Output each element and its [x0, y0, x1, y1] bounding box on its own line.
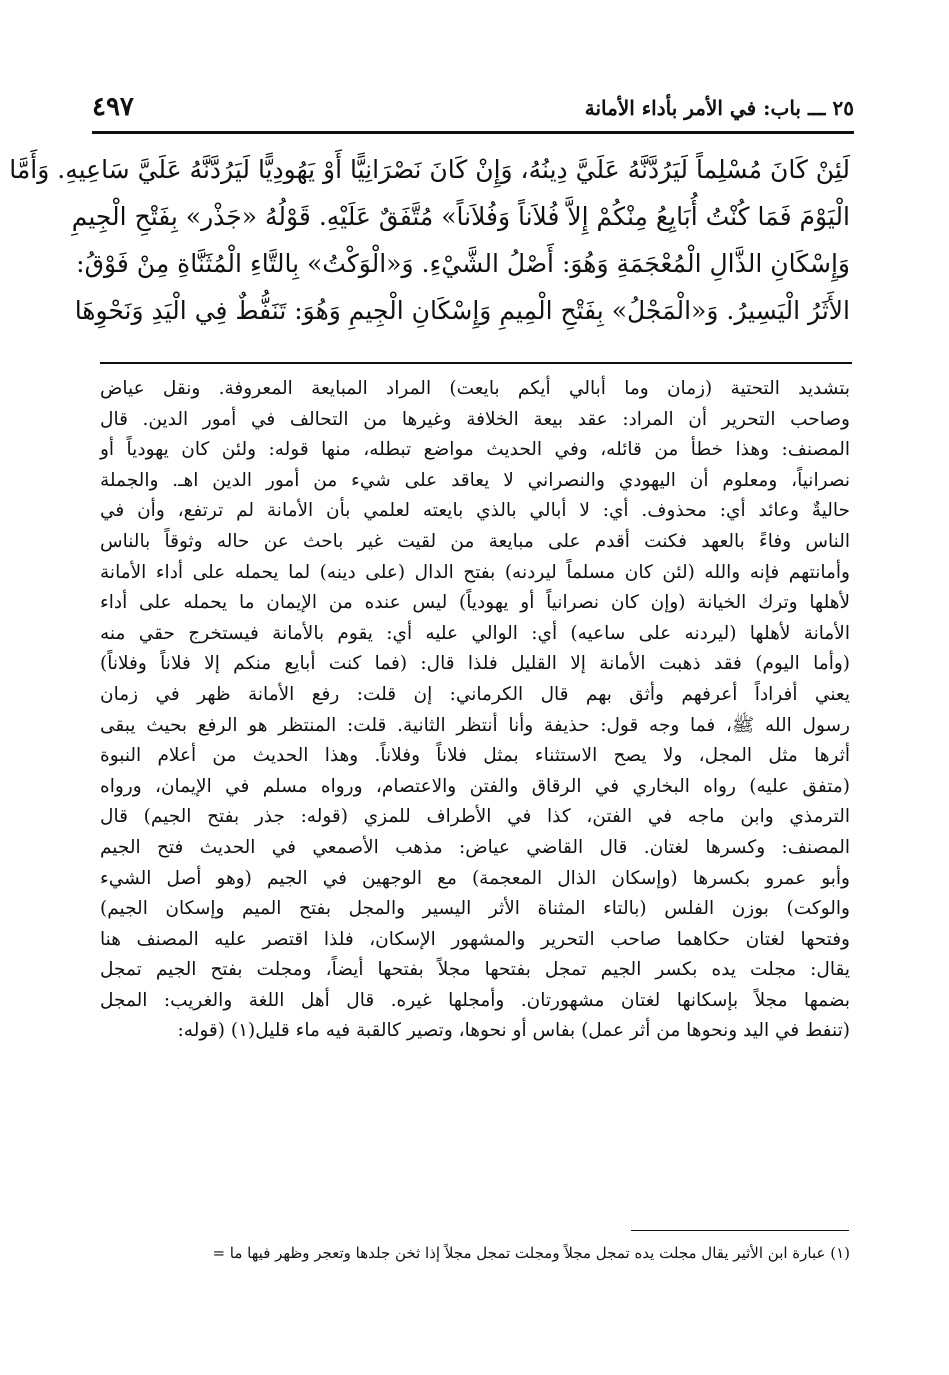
- commentary-line: وأمانتهم فإنه والله (لئن كان مسلماً ليردنه) بفتح الدال (على دينه) لما يحمله على أداء الأمانة: [100, 561, 850, 583]
- commentary-line: الترمذي وابن ماجه في الفتن، كذا في الأطراف للمزي (قوله: جذر بفتح الجيم) قال: [100, 806, 850, 828]
- commentary-line: يقال: مجلت يده بكسر الجيم تمجل بفتحها مجلاً بفتحها أيضاً، ومجلت بفتح الجيم تمجل: [100, 959, 850, 981]
- running-header: [92, 92, 854, 130]
- commentary-line: (تنفط في اليد ونحوها من أثر عمل) بفاس أو نحوها، وتصير كالقبة فيه ماء قليل(١) (قوله:: [177, 1020, 850, 1042]
- commentary-line: والوكت) بوزن الفلس (بالتاء المثناة الأثر اليسير والمجل بفتح الميم وإسكان الجيم): [100, 898, 850, 920]
- chapter-title: ٢٥ ـــ باب: في الأمر بأداء الأمانة: [584, 96, 854, 120]
- hadith-line: الْيَوْمَ فَمَا كُنْتُ أُبَايِعُ مِنْكُمْ إِلاَّ فُلاَناً وَفُلاَناً» مُتَّفَقٌ عَلَيْهِ. قَوْلُهُ «جَذْر» بِفَتْحِ الْجِيمِ: [71, 202, 850, 231]
- commentary-line: وفتحها لغتان حكاهما صاحب التحرير والمشهور الإسكان، فلذا اقتصر عليه المصنف هنا: [100, 928, 850, 950]
- commentary-line: بضمها مجلاً بإسكانها لغتان مشهورتان. وأمجلها غيره. قال أهل اللغة والغريب: المجل: [100, 989, 850, 1011]
- commentary-line: أثرها مثل المجل، ولا يصح الاستثناء بمثل فلاناً وفلاناً. وهذا الحديث من أعلام النبوة: [100, 745, 850, 767]
- commentary-line: وصاحب التحرير أن المراد: عقد بيعة الخلافة وغيرها من التحالف في أمور الدين. قال: [100, 408, 850, 430]
- page-number: ٤٩٧: [92, 92, 134, 122]
- commentary-line: المصنف: وهذا خطأ من قائله، وفي الحديث مواضع تبطله، منها قوله: ولئن كان يهودياً أو: [100, 439, 850, 461]
- commentary-line: لأهلها وترك الخيانة (وإن كان نصرانياً أو يهودياً) ليس عنده من الإيمان ما يحمله على أداء: [100, 592, 850, 614]
- commentary-line: وأبو عمرو بكسرها (وإسكان الذال المعجمة) مع الوجهين في الجيم (وهو أصل الشيء: [100, 867, 850, 889]
- commentary-line: يعني أفراداً أعرفهم وأثق بهم قال الكرماني: إن قلت: رفع الأمانة ظهر في زمان: [100, 683, 850, 705]
- header-divider: [92, 131, 854, 134]
- commentary-line: (وأما اليوم) فقد ذهبت الأمانة إلا القليل فلذا قال: (فما كنت أبايع منكم إلا فلاناً وفلاناً): [100, 653, 850, 675]
- commentary-line: نصرانياً، ومعلوم أن اليهودي والنصراني لا يعاقد على شيء من أمور الدين اهـ. والجملة: [100, 469, 850, 491]
- hadith-line: الأَثَرُ الْيَسِيرُ. وَ«الْمَجْلُ» بِفَتْحِ الْمِيمِ وَإِسْكَانِ الْجِيمِ وَهُوَ: تَنَفُّطٌ فِي الْيَدِ وَنَحْوِهَا: [74, 296, 850, 325]
- commentary-line: بتشديد التحتية (زمان وما أبالي أيكم بايعت) المراد المبايعة المعروفة. ونقل عياض: [100, 378, 850, 399]
- commentary-line: الأمانة لأهلها (ليردنه على ساعيه) أي: الوالي عليه أي: يقوم بالأمانة فيستخرج حقي منه: [100, 622, 850, 644]
- footnote-divider: [631, 1230, 849, 1231]
- footnote: (١) عبارة ابن الأثير يقال مجلت يده تمجل مجلاً ومجلت تمجل مجلاً إذا ثخن جلدها وتعجر وظهر فيها ما =: [212, 1244, 850, 1262]
- commentary-text: [100, 374, 850, 1047]
- commentary-line: المصنف: وكسرها لغتان. قال القاضي عياض: مذهب الأصمعي في الحديث فتح الجيم: [100, 836, 850, 858]
- commentary-line: رسول الله ﷺ، فما وجه قول: حذيفة وأنا أنتظر الثانية. قلت: المنتظر هو الرفع بحيث يبقى: [100, 714, 850, 736]
- commentary-line: حاليةٌ وعائد أي: محذوف. أي: لا أبالي بالذي بايعته لعلمي بأن الأمانة لم ترتفع، وأن في: [100, 500, 850, 522]
- section-divider: [100, 362, 852, 364]
- hadith-text: [9, 146, 850, 334]
- hadith-line: وَإِسْكَانِ الذَّالِ الْمُعْجَمَةِ وَهُوَ: أَصْلُ الشَّيْءِ. وَ«الْوَكْتُ» بِالتَّاءِ الْمُثَنَّاةِ مِنْ فَوْقُ:: [76, 249, 850, 278]
- hadith-line: لَئِنْ كَانَ مُسْلِماً لَيَرُدَّنَّهُ عَلَيَّ دِينُهُ، وَإِنْ كَانَ نَصْرَانِيًّا أَوْ يَهُودِيًّا لَيَرُدَّنَّهُ عَلَيَّ سَاعِيهِ. وَأَمَّا: [9, 155, 850, 184]
- commentary-line: (متفق عليه) رواه البخاري في الرقاق والفتن والاعتصام، ورواه مسلم في الإيمان، ورواه: [100, 775, 850, 797]
- commentary-line: الناس وفاءً بالعهد فكنت أقدم على مبايعة من لقيت غير باحث عن حاله وثوقاً بالناس: [100, 530, 850, 552]
